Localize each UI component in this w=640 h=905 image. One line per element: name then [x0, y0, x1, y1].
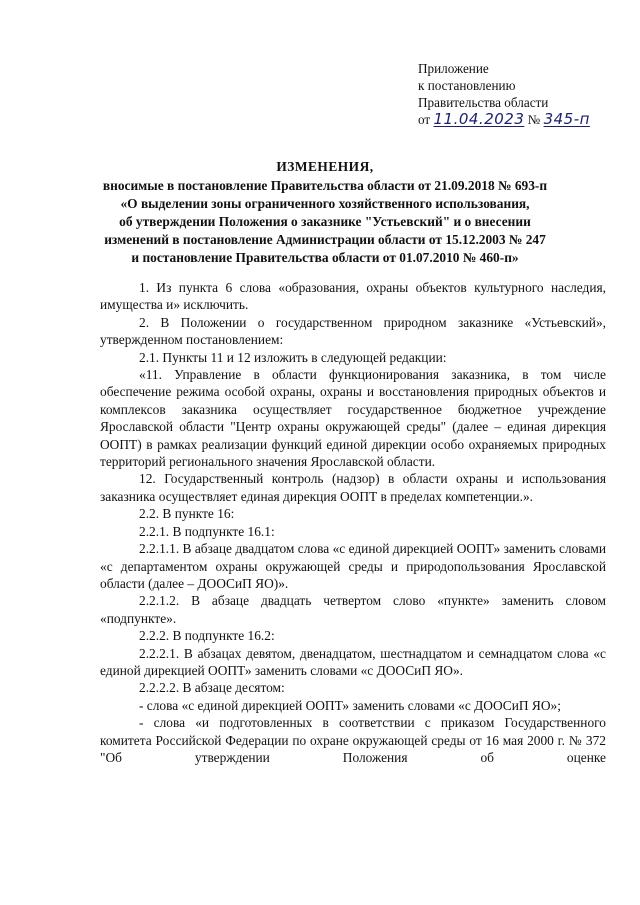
handwritten-date: 11.04.2023: [433, 110, 525, 128]
title-line-1: вносимые в постановление Правительства области от 21.09.2018 № 693-п: [102, 178, 548, 193]
appendix-block: [418, 60, 590, 128]
paragraph-7: 2.2.1. В подпункте 16.1:: [139, 523, 275, 539]
title-line-2: «О выделении зоны ограниченного хозяйственного использования,: [120, 196, 530, 211]
paragraph-2: 2. В Положении о государственном природном заказнике «Устьевский», утвержденном постановлением:: [100, 314, 606, 348]
paragraph-6: 2.2. В пункте 16:: [139, 506, 235, 522]
paragraph-13: - слова «с единой дирекцией ООПТ» заменить словами «с ДООСиП ЯО»;: [139, 697, 561, 713]
paragraph-9: 2.2.1.2. В абзаце двадцать четвертом слово «пункте» заменить словом «подпункте».: [100, 593, 606, 626]
appendix-line-1: Приложение: [418, 61, 489, 76]
number-label: №: [527, 112, 541, 127]
paragraph-3: 2.1. Пункты 11 и 12 изложить в следующей редакции:: [139, 349, 447, 365]
title-line-5: и постановление Правительства области от 01.07.2010 № 460-п»: [131, 250, 519, 265]
appendix-line-3: Правительства области: [418, 95, 549, 110]
paragraph-12: 2.2.2.2. В абзаце десятом:: [139, 680, 285, 696]
paragraph-14: - слова «и подготовленных в соответствии с приказом Государственного комитета Российской Федерации по охране окружающей среды от 16 мая 2000 г. № 372 "Об утверждении Положения об оценке: [100, 715, 606, 765]
appendix-line-2: к постановлению: [418, 78, 516, 93]
paragraph-1: 1. Из пункта 6 слова «образования, охраны объектов культурного наследия, имущества и» исключить.: [100, 280, 606, 313]
title-line-4: изменений в постановление Администрации области от 15.12.2003 № 247: [104, 232, 546, 247]
paragraph-11: 2.2.2.1. В абзацах девятом, двенадцатом, шестнадцатом и семнадцатом слова «с единой дирекцией ООПТ» заменить словами «с ДООСиП ЯО».: [100, 645, 606, 678]
paragraph-5: 12. Государственный контроль (надзор) в области охраны и использования заказника осуществляет единая дирекция ООПТ в пределах компетенции.».: [100, 471, 606, 504]
paragraph-4: «11. Управление в области функционирования заказника, в том числе обеспечение режима особой охраны, охраны и восстановления природных объектов и комплексов заказника осуществляет государственное бюджетное учреждение Ярославской области "Центр охраны окружающей среды" (далее – единая дирекция ООПТ) в рамках реализации функций единой дирекции особо охраняемых природных территорий регионального значения Ярославской области.: [100, 367, 606, 470]
from-label: от: [418, 112, 431, 127]
handwritten-number: 345-п: [543, 110, 590, 128]
title-line-3: об утверждении Положения о заказнике "Устьевский" и о внесении: [119, 214, 531, 229]
document-body: [100, 279, 606, 766]
document-title: [90, 158, 560, 267]
paragraph-10: 2.2.2. В подпункте 16.2:: [139, 628, 275, 644]
title-heading: ИЗМЕНЕНИЯ,: [276, 159, 374, 174]
paragraph-8: 2.2.1.1. В абзаце двадцатом слова «с единой дирекцией ООПТ» заменить словами «с департаментом охраны окружающей среды и природопользования Ярославской области (далее – ДООСиП ЯО)».: [100, 541, 606, 591]
appendix-line-4: [418, 111, 590, 128]
